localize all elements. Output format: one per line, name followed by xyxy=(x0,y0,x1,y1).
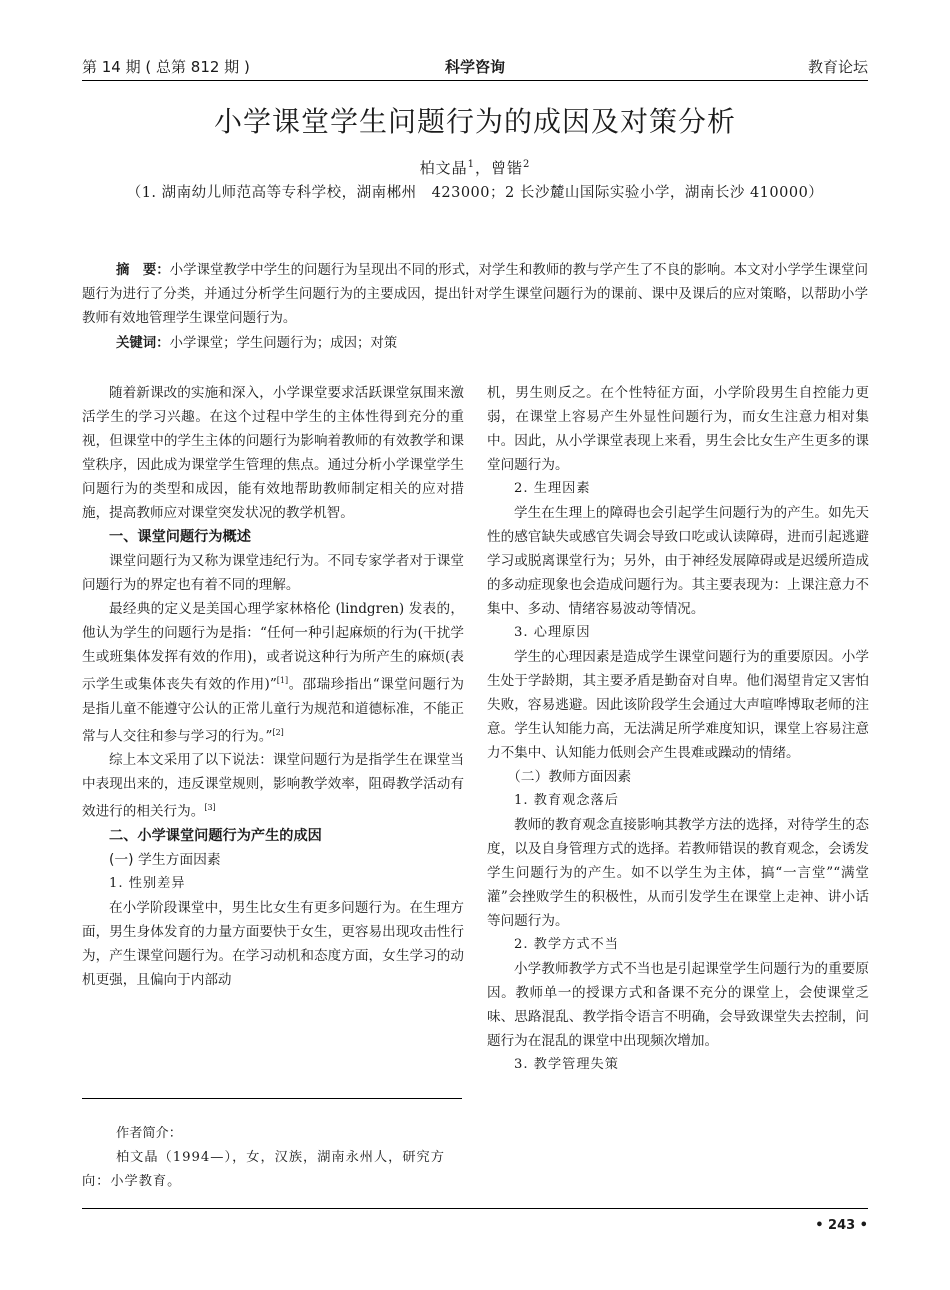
paragraph: 小学教师教学方式不当也是引起课堂学生问题行为的重要原因。教师单一的授课方式和备课不充分的课堂上，会使课堂乏味、思路混乱、教学指令语言不明确，会导致课堂失去控制，问题行为在混乱的课堂中出现频次增加。 xyxy=(487,961,869,1049)
section-heading-2: 二、小学课堂问题行为产生的成因 xyxy=(109,827,322,844)
section-name: 教育论坛 xyxy=(807,58,868,76)
citation-3: [3] xyxy=(204,803,216,813)
affiliation: （1. 湖南幼儿师范高等专科学校，湖南郴州 423000；2 长沙麓山国际实验小学，湖南长沙 410000） xyxy=(126,185,824,201)
paragraph: 机，男生则反之。在个性特征方面，小学阶段男生自控能力更弱，在课堂上容易产生外显性问题行为，而女生注意力相对集中。因此，从小学课堂表现上来看，男生会比女生产生更多的课堂问题行为。 xyxy=(487,385,869,473)
author-bio-heading: 作者简介： xyxy=(116,1126,182,1141)
author-1-affil-mark: 1 xyxy=(467,159,475,170)
paragraph: 学生的心理因素是造成学生课堂问题行为的重要原因。小学生处于学龄期，其主要矛盾是勤奋对自卑。他们渴望肯定又害怕失败，容易逃避。因此该阶段学生会通过大声喧哗博取老师的注意。学生认知能力高，无法满足所学难度知识，课堂上容易注意力不集中、认知能力低则会产生畏难或躁动的情绪。 xyxy=(487,649,869,761)
author-separator: ， xyxy=(474,159,491,177)
paragraph: 课堂问题行为又称为课堂违纪行为。不同专家学者对于课堂问题行为的界定也有着不同的理解。 xyxy=(82,553,464,593)
citation-2: [2] xyxy=(272,727,284,737)
author-1: 柏文晶 xyxy=(419,159,468,177)
paragraph-text: 。邵瑞珍指出“课堂问题行为是指儿童不能遵守公认的正常儿童行为规范和道德标准，不能正常与人交往和参与学习的行为。” xyxy=(82,676,464,745)
subsection-heading: （二）教师方面因素 xyxy=(507,769,632,785)
sub-heading: 1. 性别差异 xyxy=(109,875,186,891)
sub-heading: 3. 教学管理失策 xyxy=(514,1057,619,1072)
sub-heading: 1. 教育观念落后 xyxy=(514,793,619,808)
left-column xyxy=(82,381,464,992)
sub-heading: 2. 生理因素 xyxy=(514,481,591,496)
header-rule xyxy=(82,80,868,81)
abstract-label: 摘 要： xyxy=(116,263,170,278)
article-title: 小学课堂学生问题行为的成因及对策分析 xyxy=(213,105,736,138)
running-header xyxy=(82,52,868,80)
paragraph: 在小学阶段课堂中，男生比女生有更多问题行为。在生理方面，男生身体发育的力量方面要快于女生，更容易出现攻击性行为，产生课堂问题行为。在学习动机和态度方面，女生学习的动机更强，且偏向于内部动 xyxy=(82,899,464,988)
paragraph xyxy=(82,748,464,824)
author-bio-text: 柏文晶（1994—），女，汉族，湖南永州人，研究方向：小学教育。 xyxy=(82,1150,445,1189)
citation-1: [1] xyxy=(276,676,289,685)
journal-name: 科学咨询 xyxy=(444,58,505,76)
issue-number: 第 14 期 ( 总第 812 期 ) xyxy=(82,58,250,76)
author-line xyxy=(82,157,868,178)
abstract-text: 小学课堂教学中学生的问题行为呈现出不同的形式，对学生和教师的教与学产生了不良的影响。本文对小学学生课堂问题行为进行了分类，并通过分析学生问题行为的主要成因，提出针对学生课堂问题行为的课前、课中及课后的应对策略，以帮助小学教师有效地管理学生课堂问题行为。 xyxy=(82,263,868,326)
sub-heading: 2. 教学方式不当 xyxy=(514,937,619,952)
sub-heading: 3. 心理原因 xyxy=(514,625,591,640)
paragraph-text: 最经典的定义是美国心理学家林格伦 (lindgren) 发表的，他认为学生的问题行为是指：“任何一种引起麻烦的行为(干扰学生或班集体发挥有效的作用)，或者说这种行为所产生的麻烦(表示学生或集体丧失有效的作用)” xyxy=(82,601,464,693)
author-bio xyxy=(82,1122,462,1194)
page-number: • 243 • xyxy=(815,1218,868,1233)
paragraph xyxy=(82,597,464,748)
intro-paragraph: 随着新课改的实施和深入，小学课堂要求活跃课堂氛围来激活学生的学习兴趣。在这个过程中学生的主体性得到充分的重视，但课堂中的学生主体的问题行为影响着教师的有效教学和课堂秩序，因此成为课堂学生管理的焦点。通过分析小学课堂学生问题行为的类型和成因，能有效地帮助教师制定相关的应对措施，提高教师应对课堂突发状况的教学机智。 xyxy=(82,385,464,521)
abstract xyxy=(82,259,868,331)
keywords-text: 小学课堂；学生问题行为；成因；对策 xyxy=(169,336,398,351)
footnote-rule xyxy=(82,1098,462,1099)
author-2-affil-mark: 2 xyxy=(523,159,531,170)
footer-rule xyxy=(82,1208,868,1209)
paragraph: 教师的教育观念直接影响其教学方法的选择，对待学生的态度，以及自身管理方式的选择。若教师错误的教育观念，会诱发学生问题行为的产生。如不以学生为主体，搞“一言堂”“满堂灌”会挫败学生的积极性，从而引发学生在课堂上走神、讲小话等问题行为。 xyxy=(487,817,869,929)
section-heading-1: 一、课堂问题行为概述 xyxy=(109,529,251,545)
paragraph-text: 综上本文采用了以下说法：课堂问题行为是指学生在课堂当中表现出来的，违反课堂规则，影响教学效率，阻碍教学活动有效进行的相关行为。 xyxy=(82,752,464,820)
author-2: 曾锴 xyxy=(491,159,524,177)
keywords xyxy=(116,332,397,356)
paragraph: 学生在生理上的障碍也会引起学生问题行为的产生。如先天性的感官缺失或感官失调会导致口吃或认读障碍，进而引起逃避学习或脱离课堂行为；另外，由于神经发展障碍或是迟缓所造成的多动症现象也会造成问题行为。其主要表现为：上课注意力不集中、多动、情绪容易波动等情况。 xyxy=(487,505,869,617)
right-column xyxy=(487,381,869,1077)
subsection-heading: (一) 学生方面因素 xyxy=(109,851,221,868)
keywords-label: 关键词： xyxy=(116,336,170,351)
